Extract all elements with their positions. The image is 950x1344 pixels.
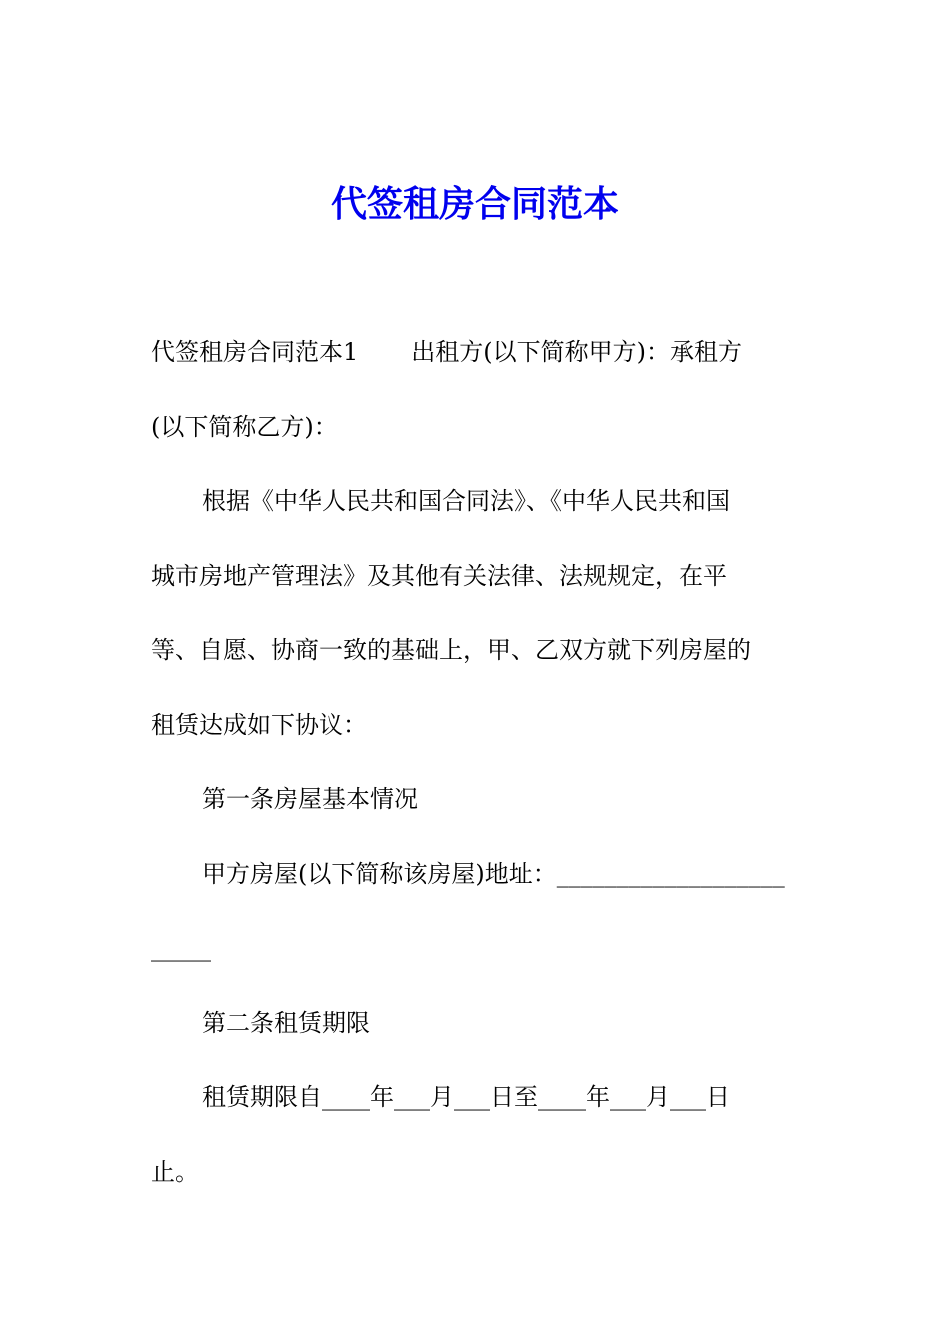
document-title: 代签租房合同范本	[330, 183, 619, 225]
body-line-1	[151, 326, 801, 401]
lessor-clause: 出租方(以下简称甲方)：承租方	[411, 338, 743, 366]
body-line-3: 根据《中华人民共和国合同法》、《中华人民共和国	[202, 487, 730, 515]
address-line-continued: _____	[151, 934, 211, 962]
body-line-6: 租赁达成如下协议：	[151, 710, 367, 739]
article-1-heading: 第一条房屋基本情况	[202, 785, 418, 813]
document-body	[151, 326, 801, 1220]
body-line-2: (以下简称乙方)：	[151, 412, 338, 441]
body-line-4: 城市房地产管理法》及其他有关法律、法规规定，在平	[151, 561, 727, 590]
article-2-heading: 第二条租赁期限	[202, 1008, 370, 1037]
address-line: 甲方房屋(以下简称该房屋)地址：___________________	[202, 859, 785, 888]
contract-heading-1: 代签租房合同范本1	[151, 338, 359, 366]
lease-term-end: 止。	[151, 1157, 199, 1186]
lease-term-line: 租赁期限自____年___月___日至____年___月___日	[202, 1083, 730, 1111]
body-line-5: 等、自愿、协商一致的基础上，甲、乙双方就下列房屋的	[151, 636, 751, 664]
